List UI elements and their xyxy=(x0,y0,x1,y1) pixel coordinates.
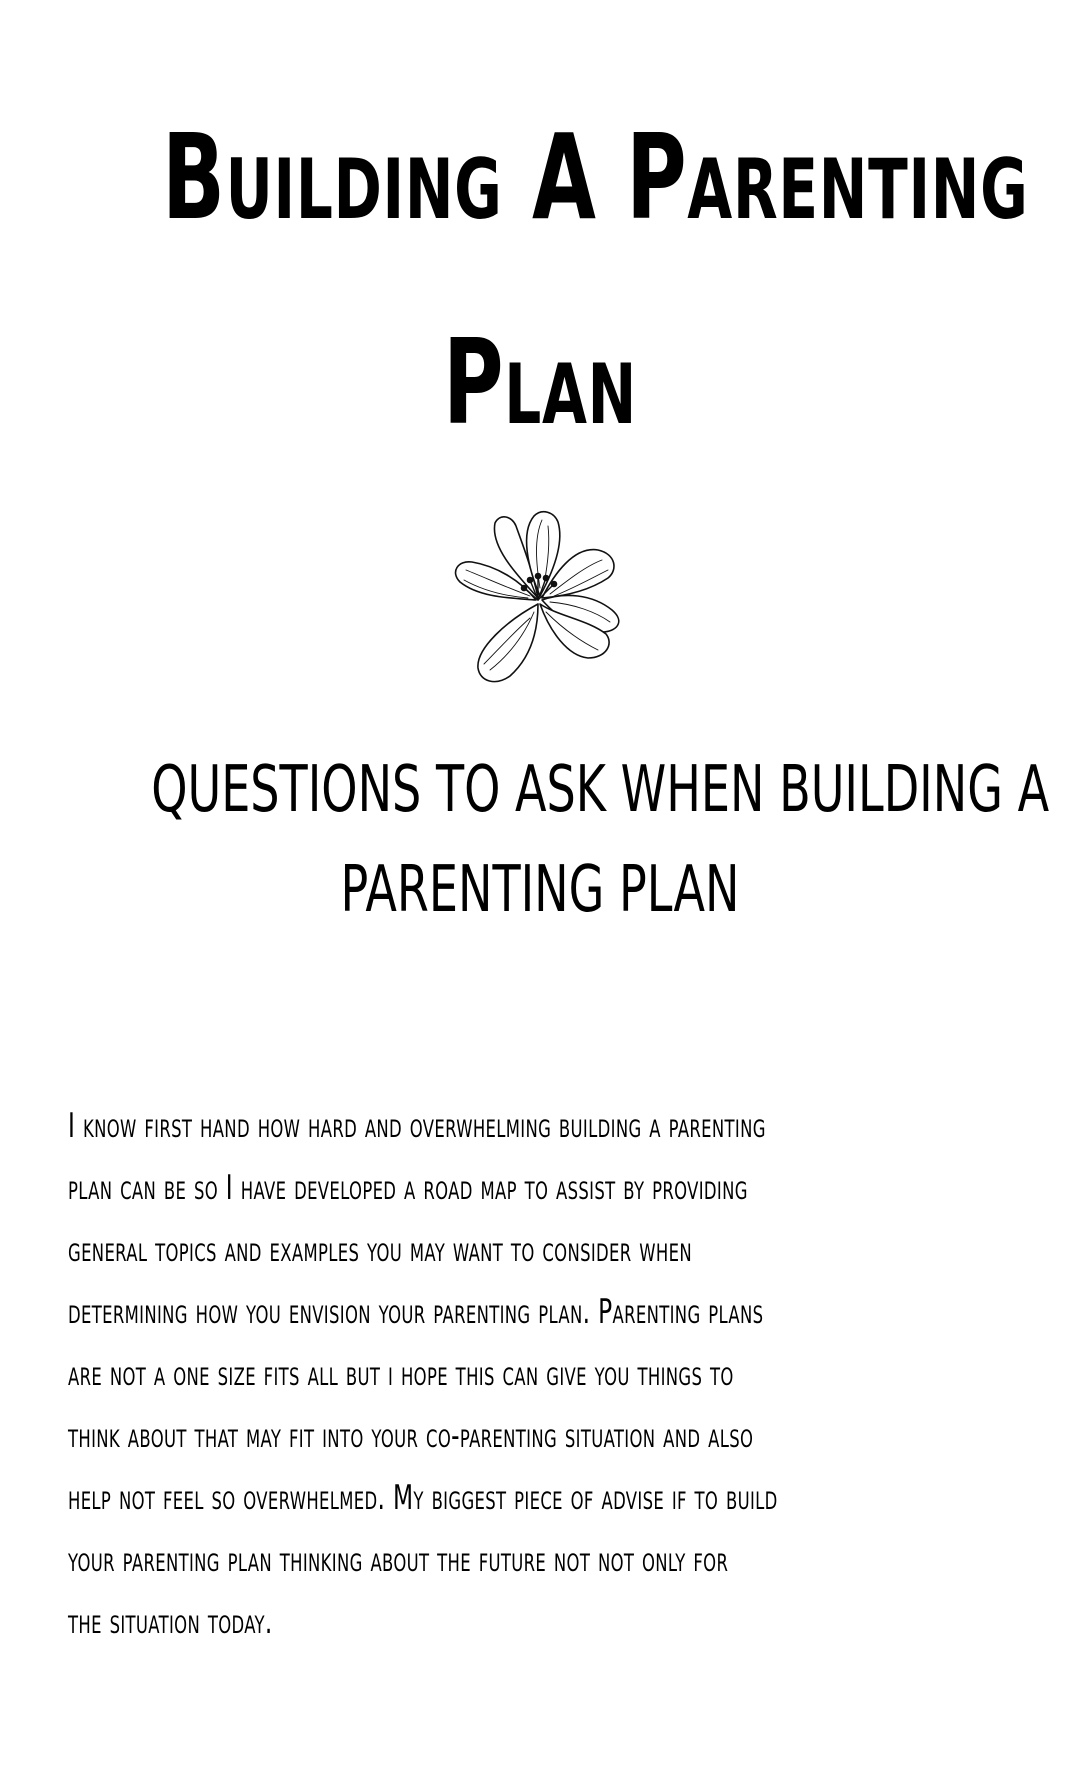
paragraph-line: determining how you envision your parenting plan. Parenting plans xyxy=(68,1292,764,1332)
paragraph-line: think about that may fit into your co-parenting situation and also xyxy=(68,1416,754,1456)
page-title xyxy=(162,75,1029,485)
title-line-1: Building A Parenting xyxy=(162,108,1029,246)
paragraph-line: plan can be so I have developed a road map to assist by providing xyxy=(68,1168,748,1208)
paragraph-line: your parenting plan thinking about the future not not only for xyxy=(68,1540,729,1580)
paragraph-line: I know first hand how hard and overwhelming building a parenting xyxy=(68,1106,766,1146)
flower-petal-bottom-left xyxy=(478,604,538,682)
paragraph-line: general topics and examples you may want to consider when xyxy=(68,1230,692,1270)
title-line-2: Plan xyxy=(443,313,637,451)
paragraph-line: are not a one size fits all but i hope this can give you things to xyxy=(68,1354,734,1394)
subtitle-line-1: QUESTIONS TO ASK WHEN BUILDING A xyxy=(151,753,1050,827)
paragraph-line: the situation today. xyxy=(68,1602,273,1642)
paragraph-line: help not feel so overwhelmed. My biggest piece of advise if to build xyxy=(68,1478,778,1518)
subtitle-line-2: PARENTING PLAN xyxy=(340,853,740,927)
intro-paragraph xyxy=(68,1095,1013,1653)
flower-illustration-icon xyxy=(450,508,635,688)
page-subtitle xyxy=(151,740,1050,940)
